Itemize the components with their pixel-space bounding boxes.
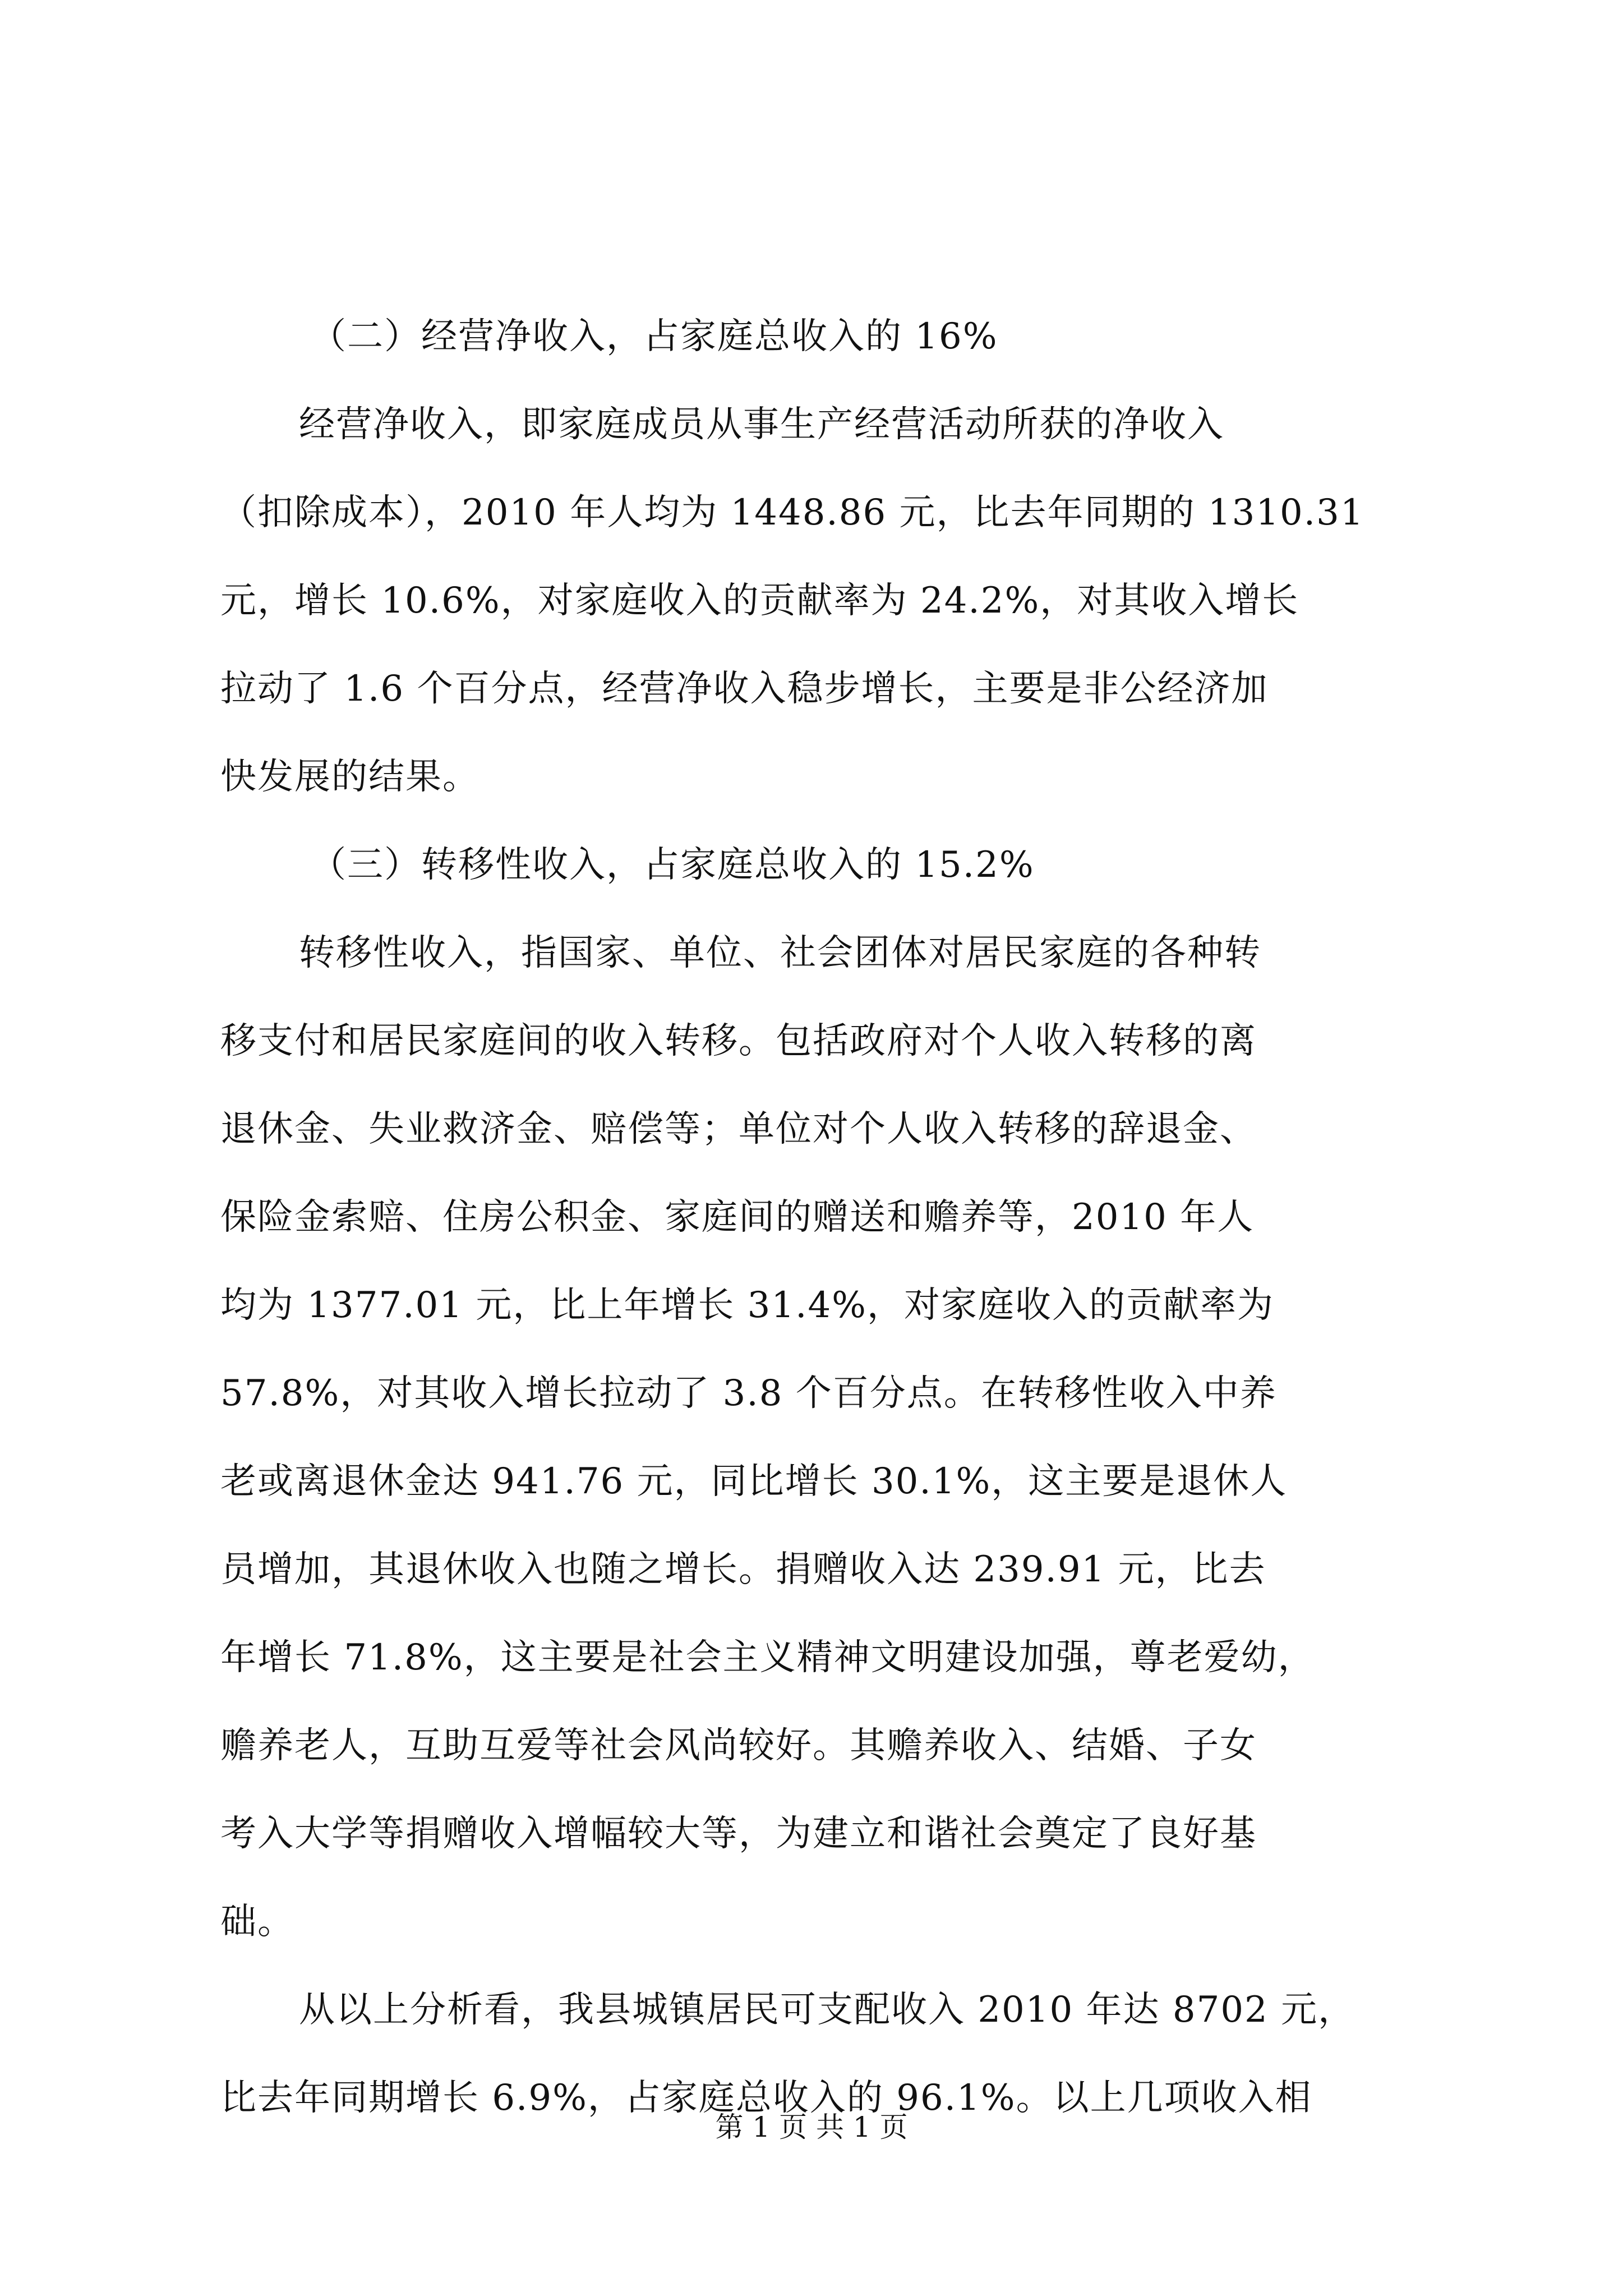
paragraph-line: 经营净收入，即家庭成员从事生产经营活动所获的净收入 — [299, 404, 1224, 445]
paragraph-line: 年增长 71.8%，这主要是社会主义精神文明建设加强，尊老爱幼， — [220, 1637, 1315, 1678]
paragraph-line: 移支付和居民家庭间的收入转移。包括政府对个人收入转移的离 — [220, 1020, 1257, 1062]
paragraph-line: 退休金、失业救济金、赔偿等；单位对个人收入转移的辞退金、 — [220, 1108, 1257, 1150]
paragraph-line: （扣除成本），2010 年人均为 1448.86 元，比去年同期的 1310.31 — [220, 492, 1364, 533]
paragraph-line: 均为 1377.01 元，比上年增长 31.4%，对家庭收入的贡献率为 — [220, 1285, 1274, 1326]
paragraph-line: 元，增长 10.6%，对家庭收入的贡献率为 24.2%，对其收入增长 — [220, 580, 1299, 622]
section-heading-2: （二）经营净收入，占家庭总收入的 16% — [310, 316, 998, 357]
paragraph-line: 快发展的结果。 — [220, 756, 479, 798]
paragraph-line: 赡养老人，互助互爱等社会风尚较好。其赡养收入、结婚、子女 — [220, 1725, 1257, 1766]
paragraph-line: 转移性收入，指国家、单位、社会团体对居民家庭的各种转 — [299, 932, 1261, 974]
paragraph-line: 员增加，其退休收入也随之增长。捐赠收入达 239.91 元，比去 — [220, 1549, 1266, 1590]
paragraph-line: 老或离退休金达 941.76 元，同比增长 30.1%，这主要是退休人 — [220, 1461, 1288, 1502]
paragraph-line: 拉动了 1.6 个百分点，经营净收入稳步增长，主要是非公经济加 — [220, 668, 1269, 710]
page-footer: 第 1 页 共 1 页 — [715, 2111, 908, 2143]
paragraph-line: 比去年同期增长 6.9%，占家庭总收入的 96.1%。以上几项收入相 — [220, 2077, 1312, 2119]
section-heading-3: （三）转移性收入，占家庭总收入的 15.2% — [310, 844, 1035, 886]
paragraph-line: 考入大学等捐赠收入增幅较大等，为建立和谐社会奠定了良好基 — [220, 1813, 1257, 1855]
paragraph-line: 从以上分析看，我县城镇居民可支配收入 2010 年达 8702 元， — [299, 1989, 1355, 2031]
paragraph-line: 57.8%，对其收入增长拉动了 3.8 个百分点。在转移性收入中养 — [220, 1373, 1277, 1414]
paragraph-line: 础。 — [220, 1901, 294, 1943]
body-text — [220, 293, 1418, 2142]
paragraph-line: 保险金索赔、住房公积金、家庭间的赠送和赡养等，2010 年人 — [220, 1197, 1255, 1238]
